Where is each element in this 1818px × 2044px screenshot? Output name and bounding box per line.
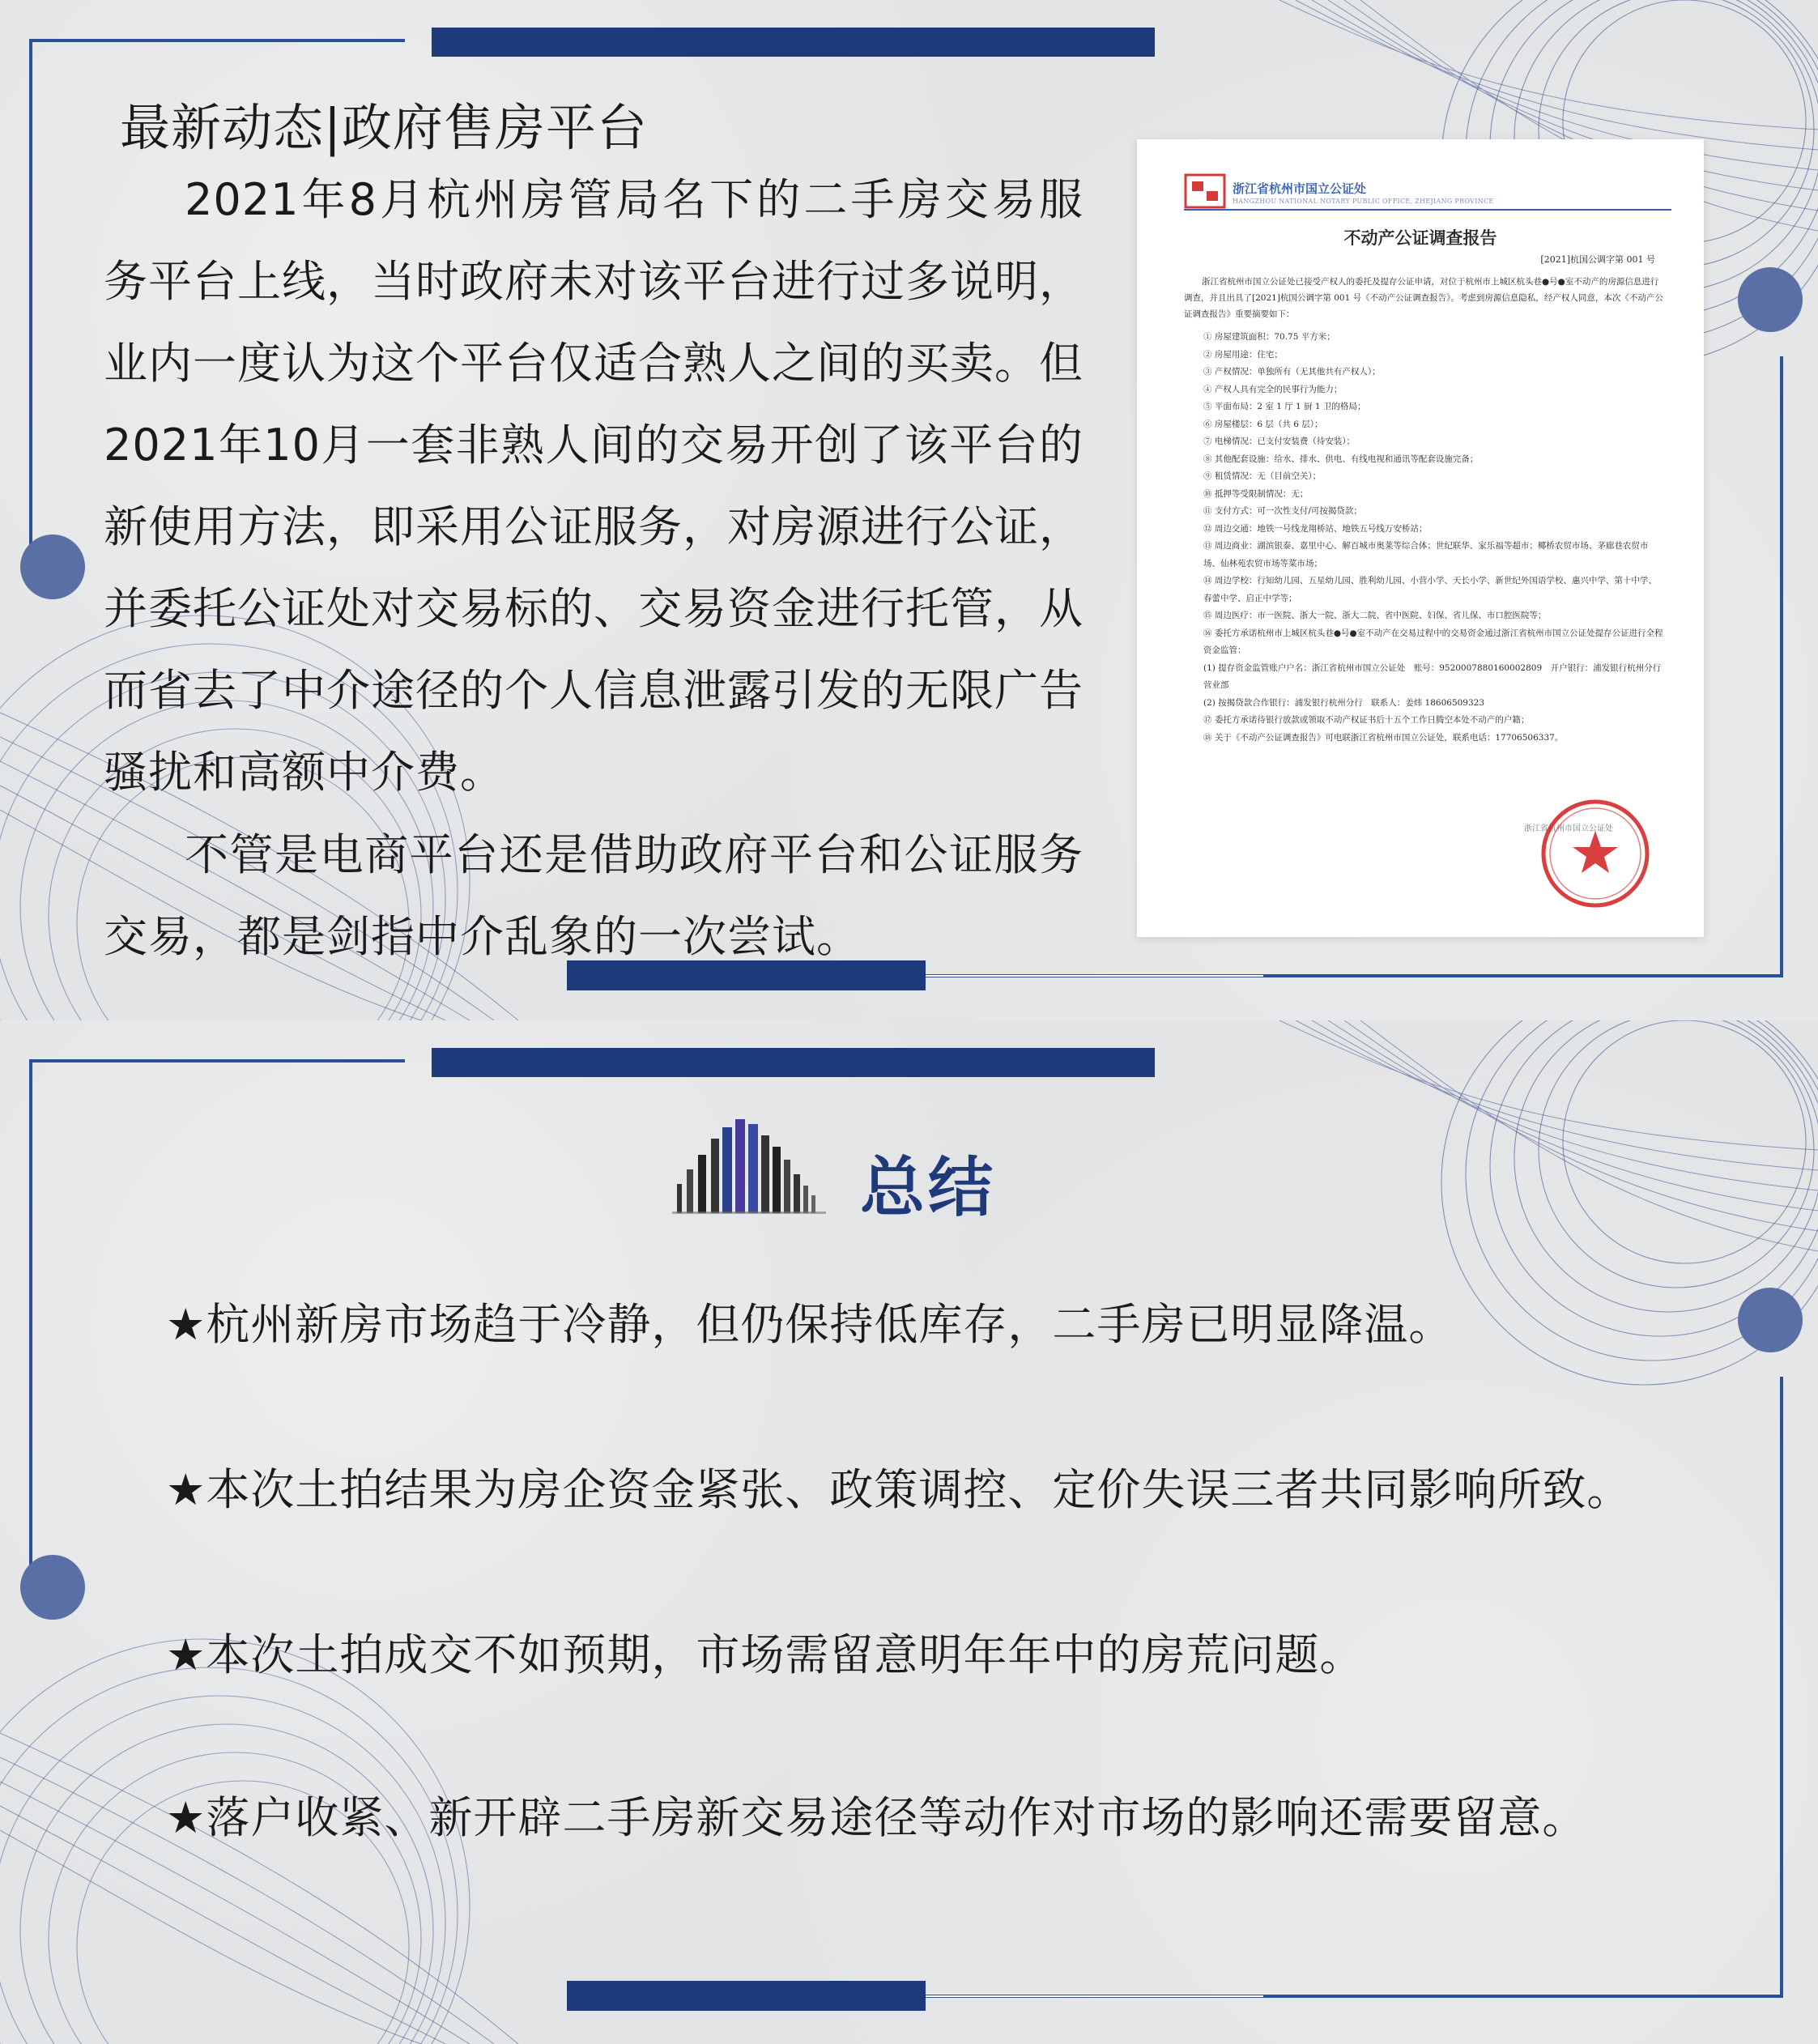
report-item: ① 房屋建筑面积：70.75 平方米； <box>1203 332 1335 342</box>
report-item: ⑯ 委托方承诺杭州市上城区杭头巷●号●室不动产在交易过程中的交易资金通过浙江省杭州市国立公证处提存公证进行全程资金监管： <box>1203 628 1663 655</box>
accent-bar-top <box>432 28 1155 57</box>
notary-office-english: HANGZHOU NATIONAL NOTARY PUBLIC OFFICE, ZHEJIANG PROVINCE <box>1233 198 1494 205</box>
dot-left <box>20 1555 85 1620</box>
news-paragraph-1: 2021年8月杭州房管局名下的二手房交易服务平台上线，当时政府未对该平台进行过多说明，业内一度认为这个平台仅适合熟人之间的买卖。但2021年10月一套非熟人间的交易开创了该平台的新使用方法，即采用公证服务，对房源进行公证，并委托公证处对交易标的、交易资金进行托管，从而省去了中介途径的个人信息泄露引发的无限广告骚扰和高额中介费。 <box>104 174 1084 798</box>
report-item: ⑪ 支付方式：可一次性支付/可按揭贷款； <box>1203 506 1362 516</box>
dot-left <box>20 534 85 599</box>
report-item: ③ 产权情况：单独所有（无其他共有产权人）； <box>1203 367 1381 377</box>
news-panel <box>0 0 1818 1020</box>
report-item: ⑰ 委托方承诺待银行放款或领取不动产权证书后十五个工作日腾空本处不动产的户籍； <box>1203 715 1530 725</box>
report-item: ⑮ 周边医疗：市一医院、浙大一院、浙大二院、省中医院、妇保、省儿保、市口腔医院等； <box>1203 611 1547 620</box>
report-item-list <box>1203 329 1665 747</box>
report-item: ⑦ 电梯情况：已支付安装费（待安装）； <box>1203 436 1356 446</box>
dot-right <box>1738 267 1803 332</box>
report-item: ⑫ 周边交通：地铁一号线龙翔桥站、地铁五号线万安桥站； <box>1203 523 1428 534</box>
report-item: (2) 按揭贷款合作银行：浦发银行杭州分行 联系人：姜炜 18606509323 <box>1203 697 1485 708</box>
summary-title: 总结 <box>860 1150 996 1225</box>
report-title: 不动产公证调查报告 <box>1343 228 1497 248</box>
report-item: ② 房屋用途：住宅； <box>1203 349 1283 360</box>
report-signature-office: 浙江省杭州市国立公证处 <box>1524 824 1613 833</box>
header-divider <box>1184 209 1671 211</box>
report-item: ⑬ 周边商业：湖滨银泰、嘉里中心、解百城市奥莱等综合体；世纪联华、家乐福等超市；椰桥农贸市场、茅廊巷农贸市场、仙林苑农贸市场等菜市场； <box>1203 541 1649 568</box>
notary-report-image <box>1137 139 1704 937</box>
official-seal-icon <box>1539 797 1652 910</box>
accent-bar-bottom <box>567 1981 926 2011</box>
news-paragraph-2: 不管是电商平台还是借助政府平台和公证服务交易，都是剑指中介乱象的一次尝试。 <box>104 829 1084 962</box>
report-item: ⑭ 周边学校：行知幼儿园、五星幼儿园、胜利幼儿园、小营小学、天长小学、新世纪外国语学校、惠兴中学、第十中学、春蕾中学、启正中学等； <box>1203 576 1657 603</box>
section-title: 最新动态|政府售房平台 <box>120 98 648 157</box>
report-number: [2021]杭国公调字第 001 号 <box>1540 254 1655 265</box>
report-item: ⑱ 关于《不动产公证调查报告》可电联浙江省杭州市国立公证处，联系电话：17706506337。 <box>1203 732 1564 743</box>
report-intro: 浙江省杭州市国立公证处已接受产权人的委托及提存公证申请，对位于杭州市上城区杭头巷●号●室不动产的房源信息进行调查，并且出具了[2021]杭国公调字第 001 号《不动产公证调查报告》。考虑到房源信息隐私，经产权人同意，本次《不动产公证调查报告》重要摘要如下： <box>1184 277 1663 319</box>
report-item: ⑩ 抵押等受限制情况：无； <box>1203 488 1309 499</box>
notary-office-name: 浙江省杭州市国立公证处 <box>1233 181 1367 196</box>
dot-right <box>1738 1288 1803 1352</box>
city-buildings-icon <box>672 1111 834 1216</box>
report-item: ⑧ 其他配套设施：给水、排水、供电、有线电视和通讯等配套设施完备； <box>1203 454 1479 464</box>
notary-logo-icon <box>1184 173 1226 209</box>
summary-item-4: ★落户收紧、新开辟二手房新交易途径等动作对市场的影响还需要留意。 <box>166 1792 1587 1843</box>
summary-item-1: ★杭州新房市场趋于冷静，但仍保持低库存，二手房已明显降温。 <box>166 1299 1454 1350</box>
summary-item-2: ★本次土拍结果为房企资金紧张、政策调控、定价失误三者共同影响所致。 <box>166 1464 1632 1515</box>
report-item: ⑨ 租赁情况：无（目前空关）； <box>1203 471 1322 481</box>
accent-bar-top <box>432 1048 1155 1077</box>
summary-item-3: ★本次土拍成交不如预期，市场需留意明年年中的房荒问题。 <box>166 1629 1365 1680</box>
report-item: (1) 提存资金监管账户户名：浙江省杭州市国立公证处 账号：9520007880160002809 开户银行：浦发银行杭州分行营业部 <box>1203 662 1662 690</box>
report-item: ⑥ 房屋楼层：6 层（共 6 层）； <box>1203 419 1323 429</box>
summary-panel <box>0 1020 1818 2044</box>
report-item: ⑤ 平面布局：2 室 1 厅 1 厨 1 卫的格局； <box>1203 402 1366 411</box>
report-item: ④ 产权人具有完全的民事行为能力； <box>1203 384 1343 394</box>
